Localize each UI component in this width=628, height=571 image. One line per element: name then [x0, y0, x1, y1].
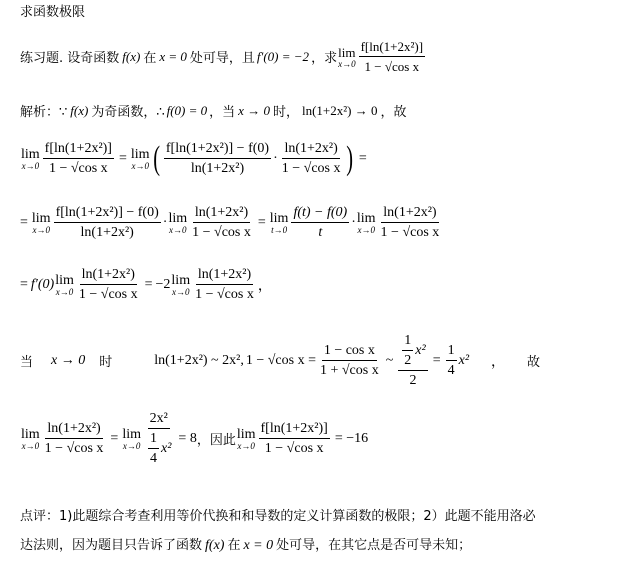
exercise-line: [20, 38, 427, 75]
limit-operator: lim x→0: [21, 426, 40, 451]
dot-operator: ·: [273, 150, 278, 166]
limit-operator: lim x→0: [21, 146, 40, 171]
analysis-f0: f(0) = 0: [166, 102, 208, 118]
comment-text: 达法则，因为题目只告诉了函数: [20, 538, 203, 553]
right-paren: ): [346, 139, 354, 177]
fraction: $\frac{\text{f[ln(1+2x²)] − f(0)}}{\text{ln(1+2x²)}}$: [55, 205, 159, 240]
limit-operator: lim x→0: [171, 272, 191, 297]
text-gu: 故: [527, 355, 541, 370]
equals-sign: =: [432, 352, 441, 368]
analysis-condition: x → 0: [238, 102, 270, 118]
comment-text: 处可导，在其它点是否可导未知；: [276, 538, 472, 553]
exercise-fx: f(x): [122, 48, 141, 64]
equivalence-1: ln(1+2x²) ~ 2x²,: [154, 352, 244, 368]
limit-operator: lim t→0: [269, 210, 289, 235]
fraction: $\frac{\text{ln(1+2x²)}}{\text{1 − √cos x}}$: [78, 267, 138, 302]
equals-sign: =: [358, 150, 367, 166]
exercise-derivative: f′(0) = −2: [256, 48, 310, 64]
exercise-label: 练习题. 设奇函数: [20, 51, 120, 66]
left-paren: (: [152, 139, 160, 177]
derivative-value: f′(0): [30, 276, 55, 292]
half-x2-over-2: $\frac{1}{2}$ x² 2: [398, 332, 427, 389]
equals-sign: =: [144, 276, 153, 292]
exercise-text: 处可导，且: [189, 51, 255, 66]
analysis-text: 为奇函数，∴: [91, 105, 165, 120]
fraction: $\frac{\text{f[ln(1+2x²)]}}{\text{1 − √cos x}}$: [44, 141, 112, 176]
when-condition: x → 0: [51, 352, 86, 368]
equals-sign: =: [118, 150, 127, 166]
comment-text: 在: [227, 538, 241, 553]
fraction: $\frac{f(t) - f(0)}{t}$: [293, 205, 348, 240]
limit-operator: lim x→0: [236, 426, 256, 451]
fraction: $\frac{\text{f[ln(1+2x²)] − f(0)}}{\text{ln(1+2x²)}}$: [165, 141, 270, 176]
tilde: ~: [385, 352, 394, 368]
equivalence-lhs: 1 − √cos x =: [245, 352, 316, 368]
equals-sign: =: [20, 214, 28, 230]
two-x2-over-quarter-x2: 2x² $\frac{1}{4}$ x²: [149, 411, 172, 466]
exercise-denominator: 1 − √cos x: [364, 59, 420, 74]
coefficient: −2: [155, 276, 171, 292]
analysis-text: ，故: [380, 105, 407, 120]
analysis-text: 时，: [272, 105, 299, 120]
page-title: 求函数极限: [20, 5, 86, 20]
fraction: $\frac{\text{f[ln(1+2x²)]}}{\text{1 − √cos x}}$: [260, 421, 328, 456]
text-when: 当: [20, 355, 34, 370]
equation-line-3: [20, 266, 272, 303]
exercise-text: ，求: [311, 51, 338, 66]
final-result: = −16: [334, 430, 369, 446]
text-shi: 时: [99, 355, 113, 370]
equals-sign: =: [110, 430, 119, 446]
equals-sign: =: [257, 214, 266, 230]
result-eight: = 8: [178, 430, 197, 446]
rationalized-fraction: $\frac{\text{1 − cos x}}{\text{1 + √cos x}}$: [319, 343, 379, 378]
equation-line-2: [20, 204, 443, 241]
limit-operator: lim x→0: [122, 426, 141, 451]
analysis-text: ，当: [209, 105, 236, 120]
fraction: $\frac{\text{ln(1+2x²)}}{\text{1 − √cos x}}$: [281, 141, 341, 176]
analysis-fx: f(x): [70, 102, 89, 118]
equals-sign: =: [20, 276, 28, 292]
fraction: $\frac{\text{ln(1+2x²)}}{\text{1 − √cos x}}$: [380, 205, 440, 240]
limit-operator: lim x→0: [356, 210, 376, 235]
exercise-text: 在: [143, 51, 157, 66]
dot-operator: ·: [162, 214, 168, 230]
limit-operator: lim x→0: [55, 272, 74, 297]
analysis-label: 解析：∵: [20, 105, 68, 120]
comma: ，: [491, 354, 506, 370]
quarter-fraction: $\frac{1}{4}$: [447, 343, 455, 378]
comment-line-1: 点评：1)此题综合考查利用等价代换和和导数的定义计算函数的极限；2）此题不能用洛必: [20, 509, 536, 524]
fraction: $\frac{\text{ln(1+2x²)}}{\text{1 − √cos x}}$: [192, 205, 251, 240]
equation-line-1: [20, 140, 367, 177]
limit-operator: lim x→0: [31, 210, 51, 235]
analysis-line: [20, 101, 406, 120]
text-therefore: ，因此: [196, 433, 236, 448]
limit-operator: lim x→0: [338, 44, 356, 69]
fraction: $\frac{\text{ln(1+2x²)}}{\text{1 − √cos x}}$: [195, 267, 254, 302]
x-squared: x²: [458, 352, 470, 368]
fraction: $\frac{\text{ln(1+2x²)}}{\text{1 − √cos x}}$: [44, 421, 104, 456]
comment-line-2: [20, 538, 471, 554]
exercise-condition: x = 0: [159, 48, 187, 64]
exercise-fraction: [359, 38, 426, 75]
limit-operator: lim x→0: [130, 146, 150, 171]
exercise-numerator: f[ln(1+2x²)]: [359, 38, 426, 57]
equivalence-line: [20, 332, 540, 389]
dot-operator: ·: [351, 214, 356, 230]
limit-operator: lim x→0: [168, 210, 188, 235]
comment-fx: f(x): [205, 538, 225, 553]
final-line: [20, 410, 368, 467]
analysis-expression: ln(1+2x²) → 0: [301, 102, 378, 118]
comment-condition: x = 0: [243, 538, 274, 553]
comma: ，: [257, 277, 272, 294]
